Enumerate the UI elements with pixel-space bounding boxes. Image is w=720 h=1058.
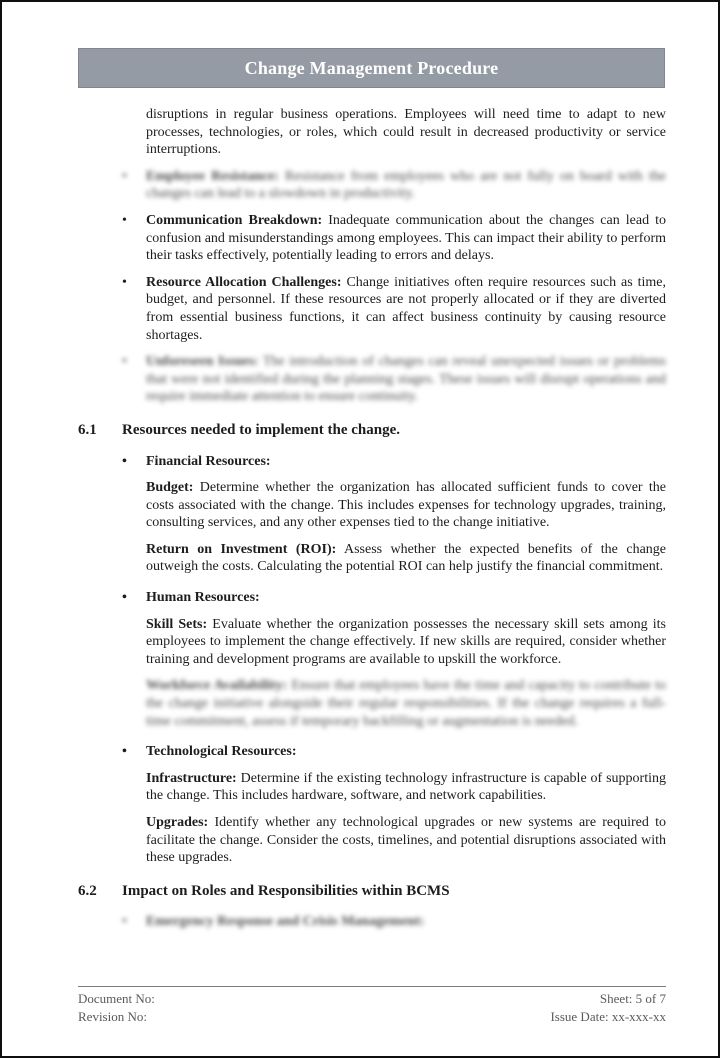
paragraph-body: Assess whether the expected benefits of the change outweigh the costs. Calculating the potential ROI can help justify the financial commitment. (146, 541, 666, 575)
section-title: Resources needed to implement the change. (122, 421, 401, 438)
footer-left (78, 990, 155, 1026)
bullet-heading-text: Technological Resources: (146, 744, 297, 760)
bullet-text (146, 274, 666, 344)
bullet-heading-text: Financial Resources: (146, 453, 271, 469)
paragraph-body: Determine whether the organization has allocated sufficient funds to cover the costs associated with the change. This includes expenses for technology upgrades, training, consulting services, and any other expenses tied to the change initiative. (146, 480, 666, 531)
section-number: 6.2 (78, 882, 97, 899)
bullet-text (146, 913, 424, 931)
bullet-lead: Employee Resistance: (146, 168, 279, 184)
paragraph-lead: Workforce Availability: (146, 678, 288, 694)
bullet-icon: • (122, 453, 127, 469)
bullet-employee-resistance (122, 168, 666, 203)
bullet-text (146, 168, 666, 203)
bullet-body: Inadequate communication about the changes can lead to confusion and misunderstandings among employees. This can impact their ability to perform their tasks effectively, potentially leading to errors and delays. (146, 212, 667, 264)
bullet-icon: • (122, 212, 127, 228)
bullet-icon: • (122, 274, 127, 290)
bullet-icon: • (122, 590, 127, 606)
bullet-lead: Resource Allocation Challenges: (146, 274, 342, 290)
bullet-communication-breakdown (122, 212, 666, 265)
issue-date: Issue Date: xx-xxx-xx (550, 1009, 666, 1024)
bullet-body: Resistance from employees who are not fully on board with the changes can lead to a slowdown in productivity. (146, 168, 666, 202)
paragraph-lead: Upgrades: (146, 815, 209, 830)
section-6-1-heading (78, 422, 666, 440)
bullet-emergency-response (122, 913, 666, 931)
page-footer (78, 986, 666, 1026)
section-6-2-heading (78, 883, 666, 901)
document-title-banner (78, 48, 665, 88)
paragraph-lead: Budget: (146, 480, 194, 496)
bullet-lead: Communication Breakdown: (146, 212, 323, 228)
bullet-lead: Emergency Response and Crisis Management: (146, 914, 425, 930)
bullet-resource-allocation (122, 274, 666, 344)
section-title: Impact on Roles and Responsibilities within BCMS (122, 882, 450, 899)
paragraph-lead: Return on Investment (ROI): (146, 541, 337, 557)
document-no-label: Document No: (78, 991, 155, 1006)
paragraph-lead: Infrastructure: (146, 770, 237, 786)
bullet-lead: Unforeseen Issues: (146, 354, 259, 370)
intro-paragraph: disruptions in regular business operations. Employees will need time to adapt to new processes, technologies, or roles, which could result in decreased productivity or service interruptions. (146, 107, 666, 158)
bullet-text (146, 212, 666, 265)
sheet-number: Sheet: 5 of 7 (599, 991, 666, 1006)
section-number: 6.1 (78, 421, 97, 438)
paragraph-roi (146, 541, 666, 576)
paragraph-body: Identify whether any technological upgrades or new systems are required to facilitate the change. Consider the costs, timelines, and potential disruptions associated with these upgrades. (146, 815, 666, 866)
paragraph-infrastructure (146, 770, 666, 805)
paragraph-workforce-availability (146, 677, 666, 730)
bullet-body: The introduction of changes can reveal unexpected issues or problems that were not identified during the planning stages. These issues will disrupt operations and require immediate attention to ensure continuity. (146, 354, 666, 405)
page-title: Change Management Procedure (244, 57, 499, 78)
revision-no-label: Revision No: (78, 1009, 147, 1024)
paragraph-skill-sets (146, 616, 666, 669)
paragraph-upgrades (146, 814, 666, 867)
bullet-icon: • (122, 744, 127, 760)
footer-right (550, 990, 666, 1026)
bullet-icon: • (122, 354, 127, 370)
bullet-unforeseen-issues (122, 353, 666, 406)
bullet-financial-resources (122, 453, 666, 471)
paragraph-lead: Skill Sets: (146, 616, 208, 632)
paragraph-body: Evaluate whether the organization possesses the necessary skill sets among its employees to implement the change effectively. If new skills are required, consider whether training and development programs are available to upskill the workforce. (146, 616, 666, 667)
bullet-technological-resources (122, 743, 666, 761)
bullet-icon: • (122, 168, 127, 184)
bullet-heading-text: Human Resources: (146, 590, 260, 606)
bullet-icon: • (122, 914, 127, 930)
paragraph-body: Determine if the existing technology infrastructure is capable of supporting the change. This includes hardware, software, and network capabilities. (146, 770, 667, 804)
bullet-text (146, 353, 666, 406)
bullet-body: Change initiatives often require resources such as time, budget, and personnel. If these resources are not properly allocated or if they are diverted from essential business functions, it can affect business continuity by causing resource shortages. (146, 274, 666, 343)
bullet-human-resources (122, 589, 666, 607)
paragraph-budget (146, 479, 666, 532)
document-body (78, 106, 666, 940)
paragraph-body: Ensure that employees have the time and capacity to contribute to the change initiative alongside their regular responsibilities. If the change requires a full-time commitment, assess if temporary backfilling or augmentation is needed. (146, 678, 666, 729)
